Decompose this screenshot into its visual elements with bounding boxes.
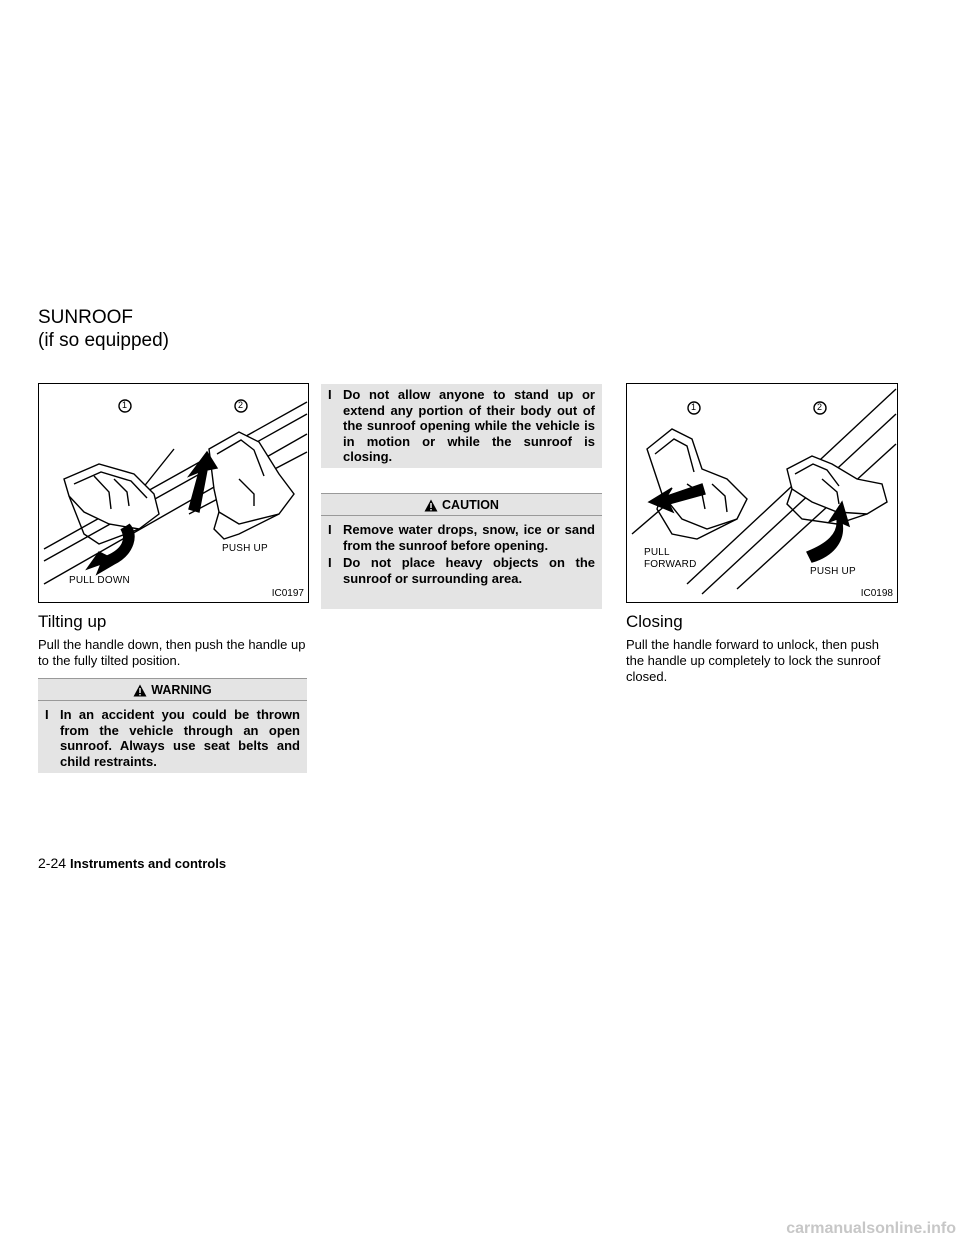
- watermark: carmanualsonline.info: [786, 1220, 956, 1237]
- list-item: I Remove water drops, snow, ice or sand from the sunroof before opening.: [328, 522, 595, 553]
- figure-code: IC0198: [860, 588, 893, 599]
- figure-code: IC0197: [271, 588, 304, 599]
- warning-list: [38, 701, 307, 777]
- list-item: I Do not place heavy objects on the sunroof or surrounding area.: [328, 555, 595, 586]
- page-number: 2-24: [38, 855, 67, 871]
- section-title-line2: (if so equipped): [38, 330, 169, 351]
- list-item: I In an accident you could be thrown from the vehicle through an open sunroof. Always use seat belts and child restraints.: [45, 707, 300, 769]
- marker-2: 2: [238, 400, 244, 410]
- warning-label: WARNING: [151, 683, 212, 697]
- label-forward: FORWARD: [644, 559, 697, 570]
- section-title-line1: SUNROOF: [38, 307, 133, 328]
- warning-continued-box: [321, 384, 602, 468]
- figure-closing: [626, 383, 898, 603]
- subhead-closing: Closing: [626, 612, 683, 631]
- label-push-up: PUSH UP: [810, 566, 856, 577]
- warning-continued-list: [321, 384, 602, 473]
- marker-1: 1: [122, 400, 128, 410]
- caution-triangle-icon: [424, 499, 438, 512]
- marker-2: 2: [817, 402, 823, 412]
- label-pull: PULL: [644, 547, 670, 558]
- caution-label: CAUTION: [442, 498, 499, 512]
- footer-section: Instruments and controls: [70, 856, 227, 871]
- page-footer: [38, 855, 226, 871]
- warning-header: [38, 678, 307, 701]
- subhead-tilting-up: Tilting up: [38, 612, 107, 631]
- label-pull-down: PULL DOWN: [69, 575, 130, 586]
- tilting-up-text: Pull the handle down, then push the handle up to the fully tilted position.: [38, 637, 306, 668]
- warning-triangle-icon: [133, 684, 147, 697]
- caution-list: [321, 516, 602, 594]
- section-title: [38, 306, 169, 352]
- figure-tilting-up: [38, 383, 309, 603]
- caution-header: [321, 493, 602, 516]
- sunroof-handle-illustration: [39, 384, 308, 602]
- list-item: I Do not allow anyone to stand up or extend any portion of their body out of the sunroof opening while the vehicle is in motion or while the sunroof is closing.: [328, 387, 595, 465]
- closing-text: Pull the handle forward to unlock, then push the handle up completely to lock the sunroof closed.: [626, 637, 881, 684]
- warning-box: [38, 678, 307, 773]
- marker-1: 1: [691, 402, 697, 412]
- label-push-up: PUSH UP: [222, 543, 268, 554]
- caution-box: [321, 493, 602, 609]
